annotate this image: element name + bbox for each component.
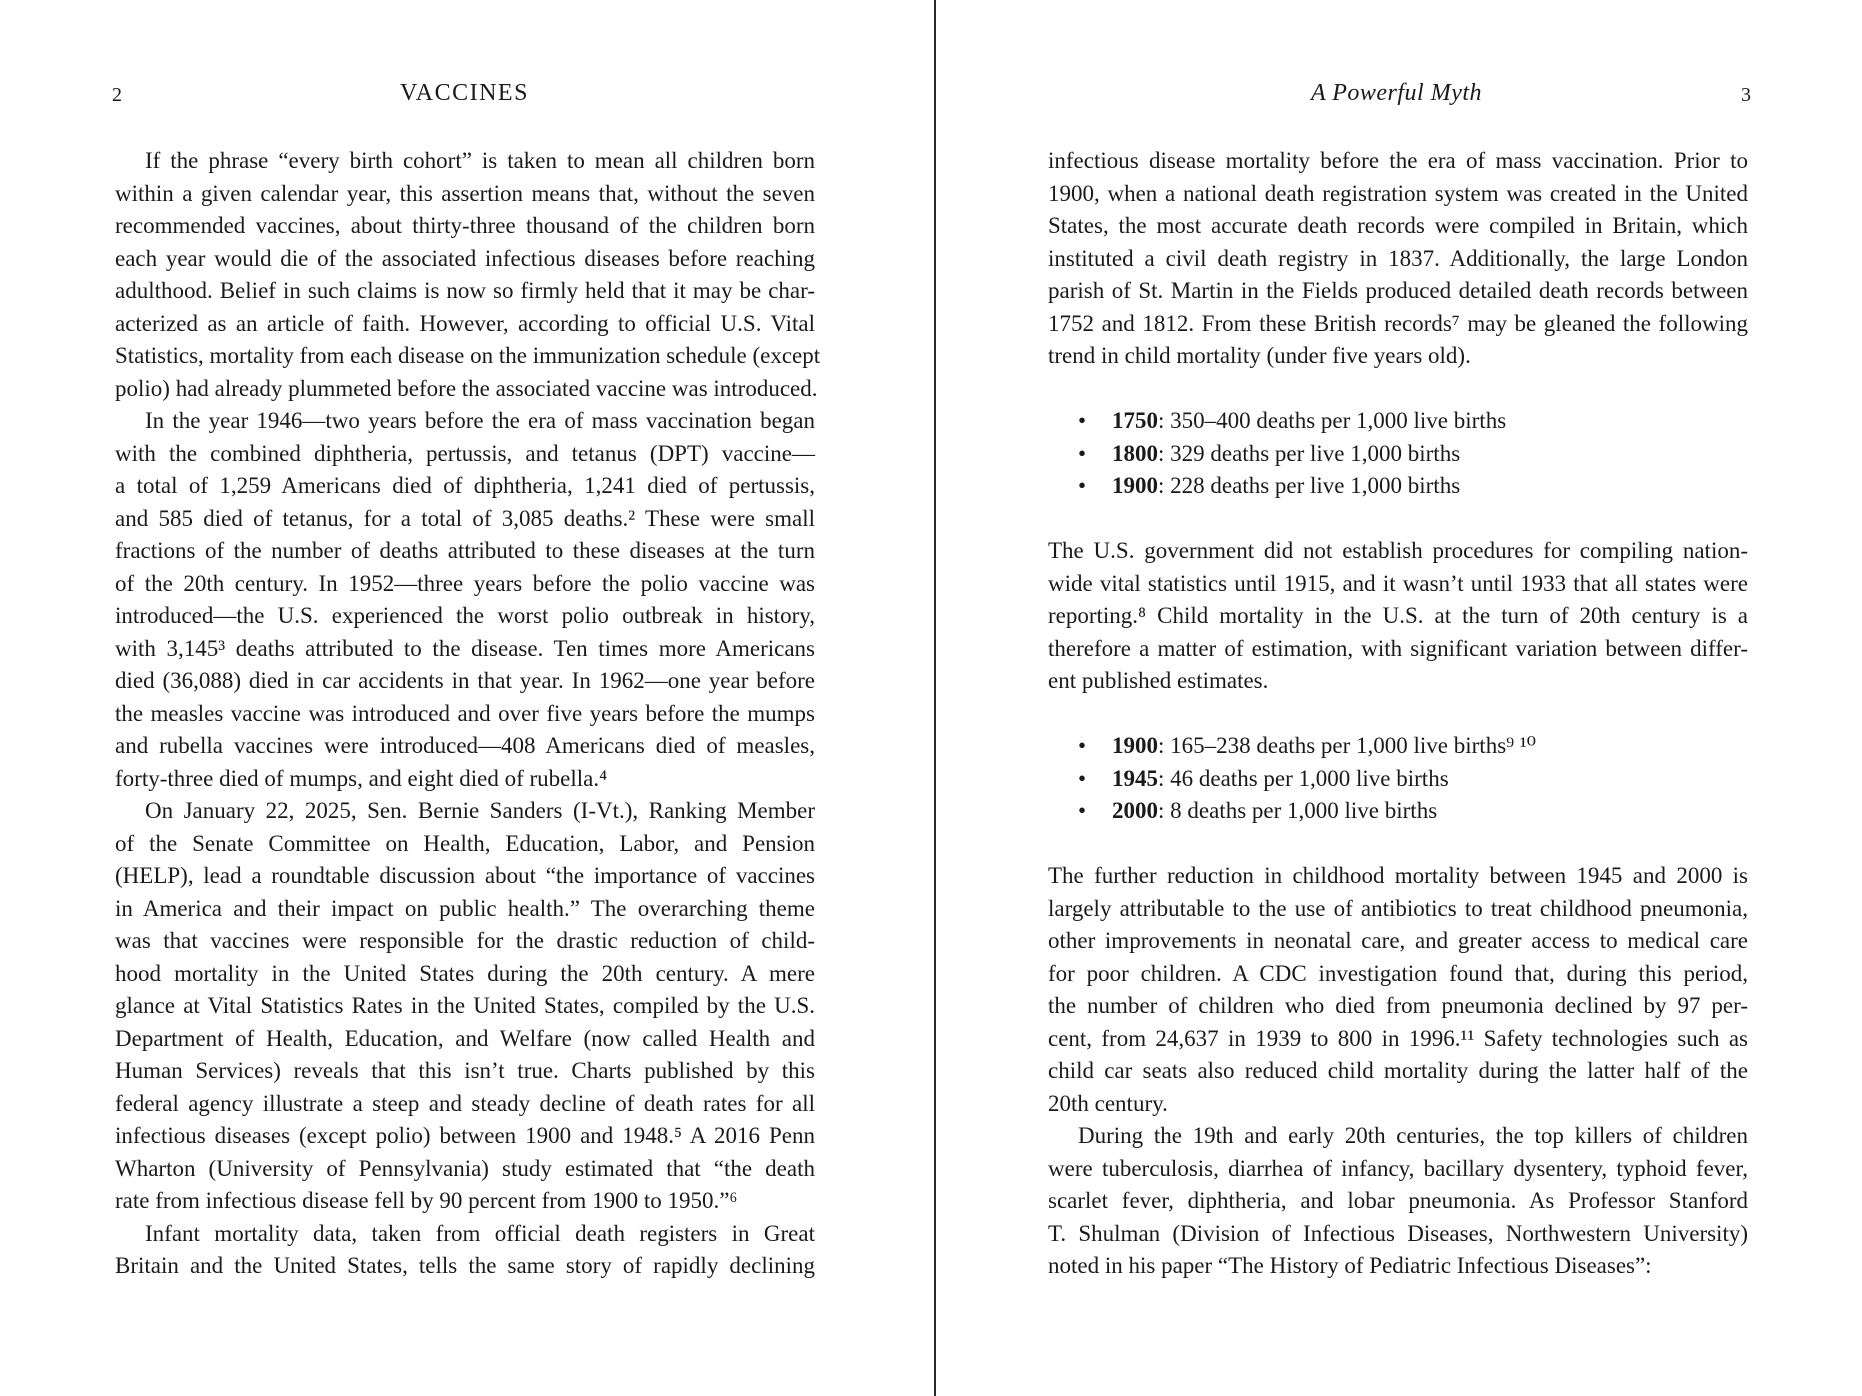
text-line: reporting.⁸ Child mortality in the U.S. at the turn of 20th century is a [1048, 603, 1748, 628]
text-line: The U.S. government did not establish procedures for compiling nation- [1048, 538, 1748, 563]
bullet-year: 1750 [1112, 408, 1158, 433]
bullet-text: : 228 deaths per live 1,000 births [1158, 473, 1461, 498]
paragraph [115, 405, 815, 795]
text-line: was that vaccines were responsible for the drastic reduction of child- [115, 928, 815, 953]
text-line: scarlet fever, diphtheria, and lobar pneumonia. As Professor Stanford [1048, 1188, 1748, 1213]
text-line: wide vital statistics until 1915, and it wasn’t until 1933 that all states were [1048, 570, 1748, 596]
text-line: In the year 1946—two years before the era of mass vaccination began [145, 408, 815, 433]
paragraph [115, 795, 815, 1218]
text-line: glance at Vital Statistics Rates in the United States, compiled by the U.S. [115, 993, 815, 1018]
right-paragraph-1 [1048, 145, 1748, 373]
bullet-year: 1900 [1112, 473, 1158, 498]
paragraph [115, 145, 821, 405]
right-paragraph-2 [1048, 535, 1748, 698]
page-number-right: 3 [1741, 84, 1751, 106]
text-line: adulthood. Belief in such claims is now so firmly held that it may be char- [115, 278, 815, 303]
bullet-dot-icon: • [1078, 765, 1087, 791]
bullet-text: : 329 deaths per live 1,000 births [1158, 440, 1461, 466]
text-line: died (36,088) died in car accidents in that year. In 1962—one year before [115, 668, 815, 693]
text-line: hood mortality in the United States during the 20th century. A mere [115, 960, 815, 986]
bullet-item [1078, 405, 1507, 438]
bullet-dot-icon: • [1078, 408, 1087, 433]
text-line: trend in child mortality (under five years old). [1048, 343, 1471, 368]
text-line: Department of Health, Education, and Welfare (now called Health and [115, 1025, 815, 1051]
bullet-year: 1945 [1112, 765, 1158, 791]
text-line: the number of children who died from pneumonia declined by 97 per- [1048, 993, 1748, 1018]
text-line: of the Senate Committee on Health, Education, Labor, and Pension [115, 830, 815, 856]
text-line: other improvements in neonatal care, and greater access to medical care [1048, 928, 1748, 953]
bullet-item [1078, 438, 1506, 471]
text-line: introduced—the U.S. experienced the worst polio outbreak in history, [115, 603, 815, 628]
text-line: and 585 died of tetanus, for a total of 3,085 deaths.² These were small [115, 505, 815, 531]
text-line: fractions of the number of deaths attributed to these diseases at the turn [115, 538, 815, 563]
text-line: in America and their impact on public health.” The overarching theme [115, 895, 815, 921]
left-body-text [115, 145, 821, 1283]
page-number-left: 2 [112, 84, 122, 106]
text-line: During the 19th and early 20th centuries, the top killers of children [1078, 1123, 1748, 1148]
bullet-text: : 46 deaths per 1,000 live births [1158, 765, 1449, 791]
text-line: infectious disease mortality before the era of mass vaccination. Prior to [1048, 148, 1748, 173]
text-line: 20th century. [1048, 1090, 1168, 1116]
text-line: for poor children. A CDC investigation found that, during this period, [1048, 960, 1748, 986]
text-line: Infant mortality data, taken from official death registers in Great [145, 1220, 815, 1246]
text-line: acterized as an article of faith. However, according to official U.S. Vital [115, 310, 815, 336]
right-paragraph-3 [1048, 860, 1748, 1120]
bullet-text: : 8 deaths per 1,000 live births [1158, 798, 1438, 823]
text-line: largely attributable to the use of antibiotics to treat childhood pneumonia, [1048, 895, 1748, 921]
text-line: T. Shulman (Division of Infectious Diseases, Northwestern University) [1048, 1220, 1748, 1246]
text-line: recommended vaccines, about thirty-three thousand of the children born [115, 213, 815, 238]
text-line: noted in his paper “The History of Pediatric Infectious Diseases”: [1048, 1253, 1652, 1278]
text-line: within a given calendar year, this assertion means that, without the seven [115, 180, 815, 206]
bullet-list-british [1078, 405, 1507, 503]
running-header-right: A Powerful Myth [1311, 80, 1483, 106]
running-header-left: VACCINES [400, 80, 529, 106]
text-line: On January 22, 2025, Sen. Bernie Sanders (I-Vt.), Ranking Member [145, 798, 815, 823]
text-line: a total of 1,259 Americans died of diphtheria, 1,241 died of pertussis, [115, 473, 815, 498]
bullet-list-us [1078, 730, 1537, 828]
text-line: the measles vaccine was introduced and over five years before the mumps [115, 700, 815, 726]
text-line: If the phrase “every birth cohort” is taken to mean all children born [145, 148, 815, 173]
text-line: and rubella vaccines were introduced—408 Americans died of measles, [115, 733, 815, 758]
bullet-dot-icon: • [1078, 798, 1087, 823]
bullet-dot-icon: • [1078, 440, 1087, 466]
text-line: therefore a matter of estimation, with significant variation between differ- [1048, 635, 1748, 661]
text-line: States, the most accurate death records were compiled in Britain, which [1048, 213, 1748, 238]
text-line: Britain and the United States, tells the same story of rapidly declining [115, 1253, 815, 1278]
bullet-year: 1800 [1112, 440, 1158, 466]
text-line: polio) had already plummeted before the associated vaccine was introduced. [115, 375, 818, 401]
text-line: federal agency illustrate a steep and steady decline of death rates for all [115, 1090, 815, 1116]
bullet-text: : 165–238 deaths per 1,000 live births⁹ ¹⁰ [1158, 733, 1537, 758]
text-line: rate from infectious disease fell by 90 percent from 1900 to 1950.”⁶ [115, 1188, 738, 1213]
bullet-year: 1900 [1112, 733, 1158, 758]
text-line: instituted a civil death registry in 1837. Additionally, the large London [1048, 245, 1748, 271]
text-line: cent, from 24,637 in 1939 to 800 in 1996.¹¹ Safety technologies such as [1048, 1025, 1748, 1051]
bullet-item [1078, 730, 1537, 763]
bullet-year: 2000 [1112, 798, 1158, 823]
text-line: each year would die of the associated infectious diseases before reaching [115, 245, 815, 271]
text-line: The further reduction in childhood mortality between 1945 and 2000 is [1048, 863, 1748, 888]
text-line: forty-three died of mumps, and eight died of rubella.⁴ [115, 765, 608, 791]
text-line: 1752 and 1812. From these British records⁷ may be gleaned the following [1048, 310, 1748, 336]
paragraph [115, 1218, 815, 1283]
text-line: with the combined diphtheria, pertussis, and tetanus (DPT) vaccine— [115, 440, 815, 466]
text-line: Wharton (University of Pennsylvania) study estimated that “the death [115, 1155, 815, 1181]
text-line: child car seats also reduced child mortality during the latter half of the [1048, 1058, 1748, 1083]
right-paragraph-4 [1048, 1120, 1748, 1283]
bullet-item [1078, 795, 1536, 828]
text-line: Human Services) reveals that this isn’t true. Charts published by this [115, 1058, 815, 1083]
text-line: 1900, when a national death registration system was created in the United [1048, 180, 1748, 206]
text-line: infectious diseases (except polio) between 1900 and 1948.⁵ A 2016 Penn [115, 1123, 815, 1148]
text-line: parish of St. Martin in the Fields produced detailed death records between [1048, 278, 1748, 303]
text-line: ent published estimates. [1048, 668, 1269, 693]
text-line: Statistics, mortality from each disease on the immunization schedule (except [115, 343, 821, 368]
bullet-dot-icon: • [1078, 733, 1087, 758]
bullet-item [1078, 470, 1506, 503]
bullet-text: : 350–400 deaths per 1,000 live births [1158, 408, 1507, 433]
text-line: were tuberculosis, diarrhea of infancy, bacillary dysentery, typhoid fever, [1048, 1155, 1748, 1181]
text-line: (HELP), lead a roundtable discussion about “the importance of vaccines [115, 863, 815, 888]
bullet-item [1078, 763, 1536, 796]
text-line: with 3,145³ deaths attributed to the disease. Ten times more Americans [115, 635, 815, 661]
bullet-dot-icon: • [1078, 473, 1087, 498]
text-line: of the 20th century. In 1952—three years before the polio vaccine was [115, 570, 815, 596]
